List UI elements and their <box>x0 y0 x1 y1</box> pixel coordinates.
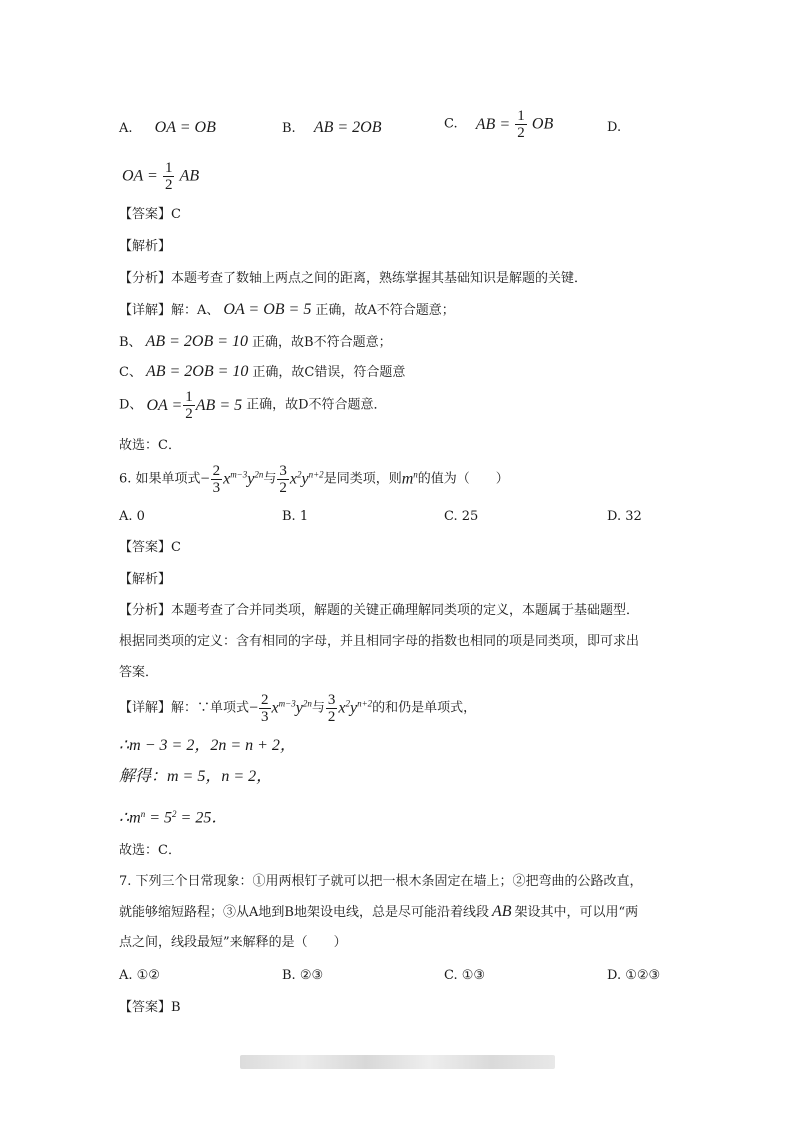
option-label: D. <box>607 120 622 135</box>
q5-detail-c: C、 AB = 2OB = 10 正确，故C错误，符合题意 <box>119 363 406 380</box>
option-expression: OA = OB <box>154 119 216 136</box>
q6-analysis-title: 【解析】 <box>119 572 172 587</box>
q6-fenxi-3: 答案． <box>119 665 159 680</box>
q6-option-a: A. 0 <box>119 509 145 524</box>
q5-detail-b: B、 AB = 2OB = 10 正确，故B不符合题意； <box>119 333 392 350</box>
q5-detail-d: D、 OA = $\frac{1}{2}$ AB = 5 正确，故D不符合题意． <box>119 389 387 422</box>
q7-answer: 【答案】B <box>119 1000 181 1015</box>
option-expression: AB = <box>475 115 511 133</box>
fraction: $\frac{1}{2}$ <box>517 108 525 141</box>
q6-option-b: B. 1 <box>282 509 309 524</box>
option-expression: OB <box>531 115 554 133</box>
option-label: B. <box>282 121 296 136</box>
q5-detail-a: 【详解】解：A、 OA = OB = 5 正确，故A不符合题意； <box>119 301 455 318</box>
q6-detail: 【详解】解：∵单项式− $\frac{2}{3}$ $x^{m-3}y^{2n}$与 $\frac{3}{2}$ $x^2y^{n+2}$的和仍是单项式， <box>119 692 477 725</box>
q6-stem: 6. 如果单项式− $\frac{2}{3}$ $x^{m-3}y^{2n}$与 $\frac{3}{2}$ $x^2y^{n+2}$是同类项，则$m^n$的值为（ ） <box>119 463 509 496</box>
option-label: C. <box>444 116 458 132</box>
q5-option-d-expression: OA = $\frac{1}{2}$ AB <box>122 160 200 193</box>
q7-option-a: A. ①② <box>119 968 160 983</box>
q5-option-c <box>444 108 553 141</box>
q5-option-a <box>119 118 216 139</box>
option-expression: AB = 2OB <box>313 119 382 136</box>
q7-stem-3: 点之间，线段最短”来解释的是（ ） <box>119 935 347 950</box>
q5-analysis-title: 【解析】 <box>119 239 172 254</box>
q7-stem-2: 就能够缩短路程；③从A地到B地架设电线，总是尽可能沿着线段 AB 架设其中，可以用“两 <box>119 903 639 920</box>
q7-stem-1: 7. 下列三个日常现象：①用两根钉子就可以把一根木条固定在墙上；②把弯曲的公路改直， <box>119 874 643 889</box>
q7-option-b: B. ②③ <box>282 968 324 983</box>
q6-choose: 故选：C． <box>119 843 181 858</box>
q6-option-c: C. 25 <box>444 509 479 524</box>
fraction: $\frac{1}{2}$ <box>164 160 173 193</box>
q5-choose: 故选：C． <box>119 438 181 453</box>
q5-fenxi: 【分析】本题考查了数轴上两点之间的距离，熟练掌握其基础知识是解题的关键． <box>119 271 588 286</box>
q6-option-d: D. 32 <box>607 509 642 524</box>
blurred-footer-watermark <box>240 1055 555 1069</box>
q6-fenxi-1: 【分析】本题考查了合并同类项，解题的关键正确理解同类项的定义，本题属于基础题型． <box>119 603 640 618</box>
q5-answer: 【答案】C <box>119 207 181 222</box>
q6-step-2: 解得：m = 5，n = 2， <box>119 768 273 785</box>
q6-fenxi-2: 根据同类项的定义：含有相同的字母，并且相同字母的指数也相同的项是同类项，即可求出 <box>119 634 640 649</box>
q5-option-b <box>282 118 382 139</box>
q5-option-d <box>607 118 621 138</box>
q7-option-c: C. ①③ <box>444 968 486 983</box>
q6-step-3: $\therefore m^n = 5^2 = 25$． <box>119 809 228 827</box>
q6-step-1: ∴m − 3 = 2，2n = n + 2， <box>119 737 296 754</box>
q7-option-d: D. ①②③ <box>607 968 661 983</box>
option-label: A. <box>119 121 133 136</box>
q6-answer: 【答案】C <box>119 540 181 555</box>
